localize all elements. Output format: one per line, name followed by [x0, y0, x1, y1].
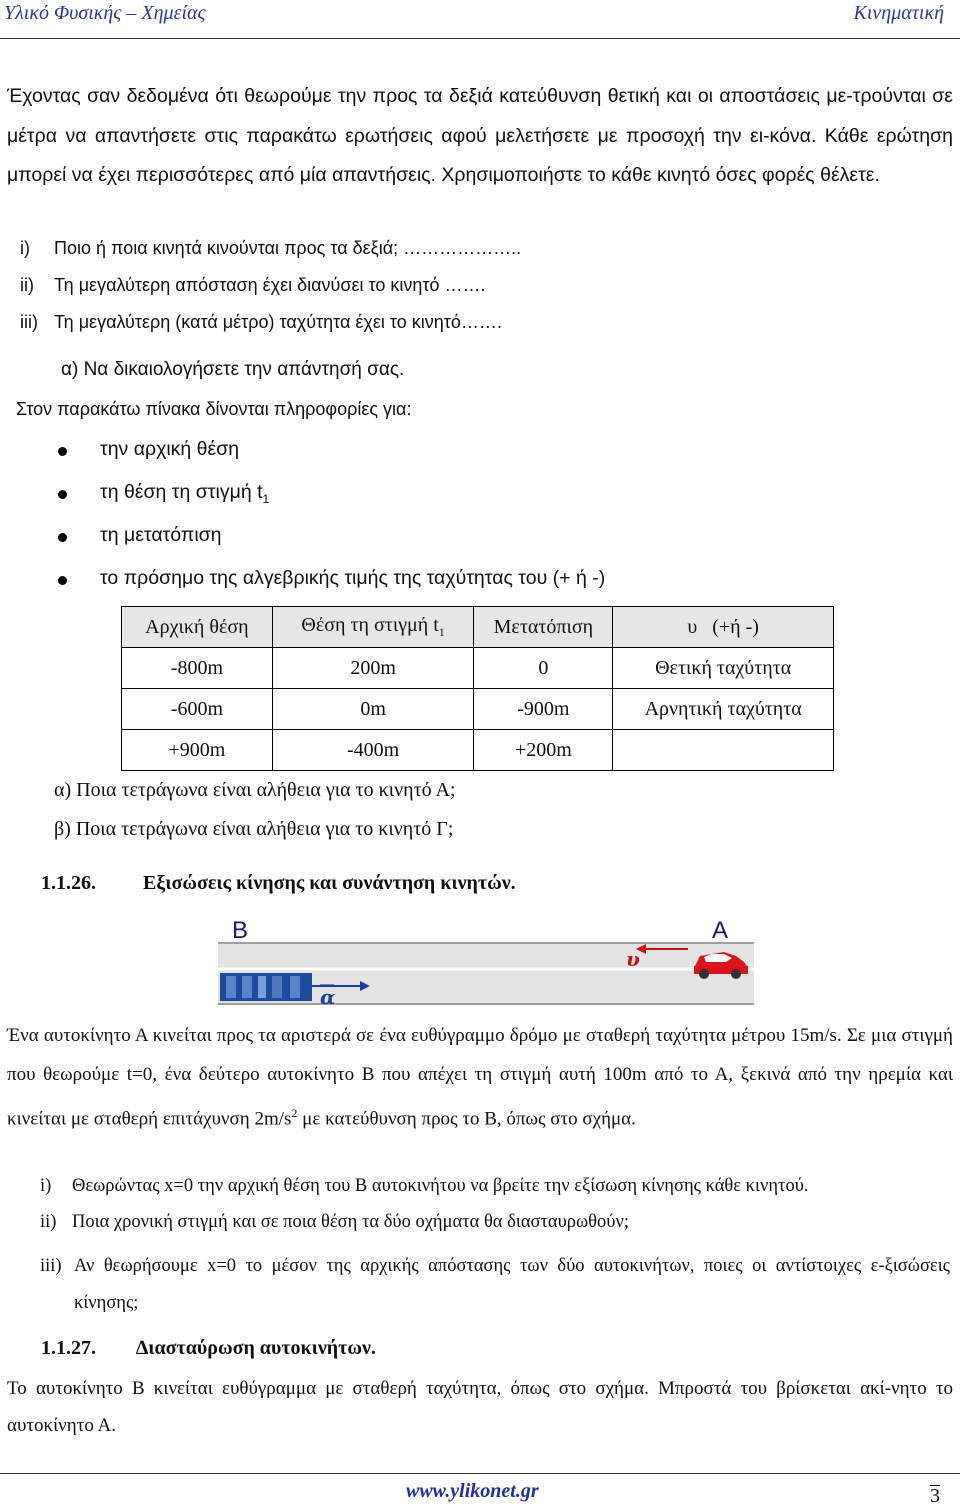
table-header-cell: Θέση τη στιγμή $t_1$: [272, 607, 474, 648]
bullet-dot: [58, 447, 67, 456]
question-item: i) Ποιο ή ποια κινητά κινούνται προς τα δεξιά; ………………..: [20, 238, 522, 258]
table-cell: -800m: [122, 648, 273, 689]
table-cell: -900m: [474, 689, 613, 730]
question-item: iii) Τη μεγαλύτερη (κατά μέτρο) ταχύτητα έχει το κινητό…….: [20, 312, 502, 332]
section-title: ∆ιασταύρωση αυτοκινήτων.: [136, 1337, 376, 1359]
table-row: [122, 648, 834, 689]
header-rule: [0, 38, 960, 39]
acceleration-label: α: [320, 985, 336, 1009]
section-title: Εξισώσεις κίνησης και συνάντηση κινητών.: [143, 872, 516, 894]
table-header-cell: Αρχική θέση: [122, 607, 273, 648]
table-cell: 0m: [272, 689, 474, 730]
section26-item: iii) Αν θεωρήσουμε x=0 το μέσον της αρχικής απόστασης των δύο αυτοκινήτων, ποιες οι αντίστοιχες ε-ξισώσεις κίνησης;: [40, 1256, 950, 1313]
table-cell: Θετική ταχύτητα: [613, 648, 834, 689]
bullet-item: τη θέση τη στιγμή $t_1$: [100, 481, 270, 506]
motion-figure: [212, 912, 757, 1010]
bullet-dot: [58, 533, 67, 542]
footer-rule: [0, 1473, 960, 1474]
table-cell: [613, 730, 834, 771]
table-question: β) Ποια τετράγωνα είναι αλήθεια για το κινητό Γ;: [54, 818, 454, 840]
table-cell: -400m: [272, 730, 474, 771]
question-list: [20, 238, 820, 349]
table-header-row: [122, 607, 834, 648]
table-cell: +900m: [122, 730, 273, 771]
section26-item: ii) Ποια χρονική στιγμή και σε ποια θέση τα δύο οχήματα θα διασταυρωθούν;: [40, 1212, 629, 1232]
table-row: [122, 689, 834, 730]
section-number: 1.1.26.: [41, 872, 96, 894]
table-cell: -600m: [122, 689, 273, 730]
bullet-item: το πρόσημο της αλγεβρικής τιμής της ταχύτητας του (+ ή -): [100, 567, 606, 589]
section-number: 1.1.27.: [41, 1337, 96, 1359]
car-b-icon: [220, 973, 312, 1001]
header-right: Κινηματική: [853, 2, 944, 24]
page-number: 3: [930, 1485, 940, 1507]
bullet-dot: [58, 490, 67, 499]
bullet-item: τη μετατόπιση: [100, 524, 222, 546]
label-a: Α: [712, 917, 729, 944]
table-question: α) Ποια τετράγωνα είναι αλήθεια για το κινητό Α;: [54, 779, 456, 801]
velocity-label: υ: [626, 947, 640, 971]
table-row: [122, 730, 834, 771]
question-item: ii) Τη μεγαλύτερη απόσταση έχει διανύσει το κινητό …….: [20, 275, 486, 295]
intro-paragraph: Έχοντας σαν δεδομένα ότι θεωρούμε την προς τα δεξιά κατεύθυνση θετική και οι αποστάσεις με-τρούνται σε μέτρα να απαντήσετε στις παρακάτω ερωτήσεις αφού μελετήσετε με προσοχή την ει-κόνα. Κάθε ερώτηση μπορεί να έχει περισσότερες από μία απαντήσεις. Χρησιμοποιήστε το κάθε κινητό όσες φορές θέλετε.: [7, 85, 953, 186]
table-cell: +200m: [474, 730, 613, 771]
justify-line: α) Να δικαιολογήσετε την απάντησή σας.: [61, 359, 405, 380]
table-header-cell: Μετατόπιση: [474, 607, 613, 648]
table-cell: 200m: [272, 648, 474, 689]
table-cell: Αρνητική ταχύτητα: [613, 689, 834, 730]
table-header-cell: υ (+ή -): [613, 607, 834, 648]
section26-item: i) Θεωρώντας x=0 την αρχική θέση του Β αυτοκινήτου να βρείτε την εξίσωση κίνησης κάθε κινητού.: [40, 1176, 809, 1196]
section26-paragraph: Ένα αυτοκίνητο Α κινείται προς τα αριστερά σε ένα ευθύγραμμο δρόμο με σταθερή ταχύτητα μέτρου 15m/s. Σε μια στιγμή που θεωρούμε t=0, ένα δεύτερο αυτοκίνητο Β που απέχει τη στιγμή αυτή 100m από το Α, ξεκινά από την ηρεμία και κινείται με σταθερή επιτάχυνση $2m/s^2$ με κατεύθυνση προς το Β, όπως στο σχήμα.: [7, 1025, 953, 1130]
bullet-dot: [58, 576, 67, 585]
website-link[interactable]: www.ylikonet.gr: [406, 1480, 539, 1502]
header-left: Υλικό Φυσικής – Χημείας: [4, 2, 206, 24]
bullet-item: την αρχική θέση: [100, 438, 240, 460]
info-table: [121, 606, 834, 771]
label-b: Β: [232, 917, 249, 944]
table-intro: Στον παρακάτω πίνακα δίνονται πληροφορίες για:: [16, 399, 412, 419]
table-cell: 0: [474, 648, 613, 689]
section27-paragraph: Το αυτοκίνητο Β κινείται ευθύγραμμα με σταθερή ταχύτητα, όπως στο σχήμα. Μπροστά του βρίσκεται ακί-νητο το αυτοκίνητο Α.: [7, 1378, 953, 1436]
